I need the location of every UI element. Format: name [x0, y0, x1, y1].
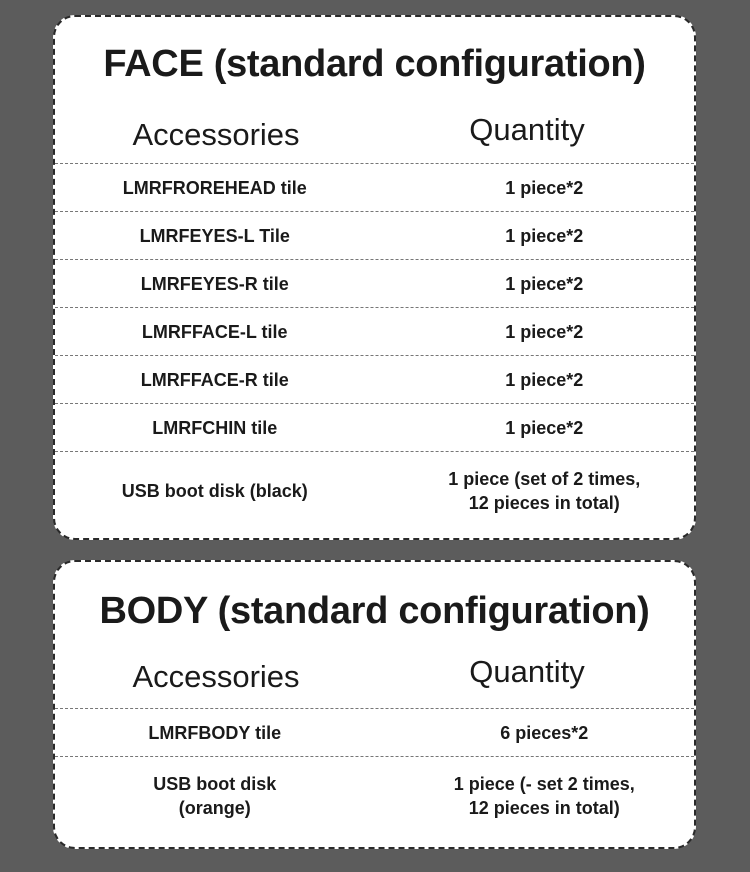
table-row: [55, 307, 694, 355]
body-table: [55, 708, 694, 834]
quantity-header: Quantity: [469, 654, 585, 689]
quantity-line: 12 pieces in total): [468, 797, 620, 818]
table-row: [55, 163, 694, 211]
table-row: [55, 355, 694, 403]
quantity-cell: 1 piece*2: [505, 417, 584, 438]
quantity-cell: 1 piece*2: [505, 273, 584, 294]
quantity-cell: [394, 772, 694, 820]
accessory-cell: LMRFBODY tile: [148, 722, 282, 743]
table-row: [55, 451, 694, 529]
accessory-cell: LMRFEYES-R tile: [140, 273, 289, 294]
face-title: FACE (standard configuration): [103, 43, 646, 85]
table-row: [55, 259, 694, 307]
quantity-cell: [394, 467, 694, 515]
accessory-cell: LMRFROREHEAD tile: [122, 177, 307, 198]
table-row: [55, 708, 694, 756]
quantity-header: Quantity: [469, 112, 585, 147]
accessory-cell: LMRFFACE-L tile: [141, 321, 288, 342]
quantity-cell: 6 pieces*2: [500, 722, 589, 743]
table-row: [55, 211, 694, 259]
face-config-card: [53, 15, 696, 540]
body-title: BODY (standard configuration): [99, 590, 650, 632]
accessory-cell: LMRFEYES-L Tile: [139, 225, 290, 246]
quantity-cell: 1 piece*2: [505, 177, 584, 198]
accessory-cell: [55, 772, 374, 820]
quantity-line: 12 pieces in total): [468, 492, 620, 513]
quantity-cell: 1 piece*2: [505, 225, 584, 246]
face-table-header: [55, 112, 694, 162]
accessory-cell: LMRFCHIN tile: [152, 417, 278, 438]
accessories-header: Accessories: [132, 117, 300, 152]
face-table: [55, 163, 694, 529]
quantity-cell: 1 piece*2: [505, 321, 584, 342]
accessory-cell: USB boot disk (black): [121, 480, 308, 501]
accessory-line: (orange): [178, 797, 251, 818]
accessory-line: USB boot disk: [153, 773, 277, 794]
quantity-cell: 1 piece*2: [505, 369, 584, 390]
quantity-line: 1 piece (- set 2 times,: [453, 773, 635, 794]
accessories-header: Accessories: [132, 659, 300, 694]
table-row: [55, 756, 694, 834]
body-table-header: [55, 654, 694, 704]
body-config-card: [53, 560, 696, 849]
accessory-cell: LMRFFACE-R tile: [140, 369, 289, 390]
table-row: [55, 403, 694, 451]
quantity-line: 1 piece (set of 2 times,: [448, 468, 641, 489]
